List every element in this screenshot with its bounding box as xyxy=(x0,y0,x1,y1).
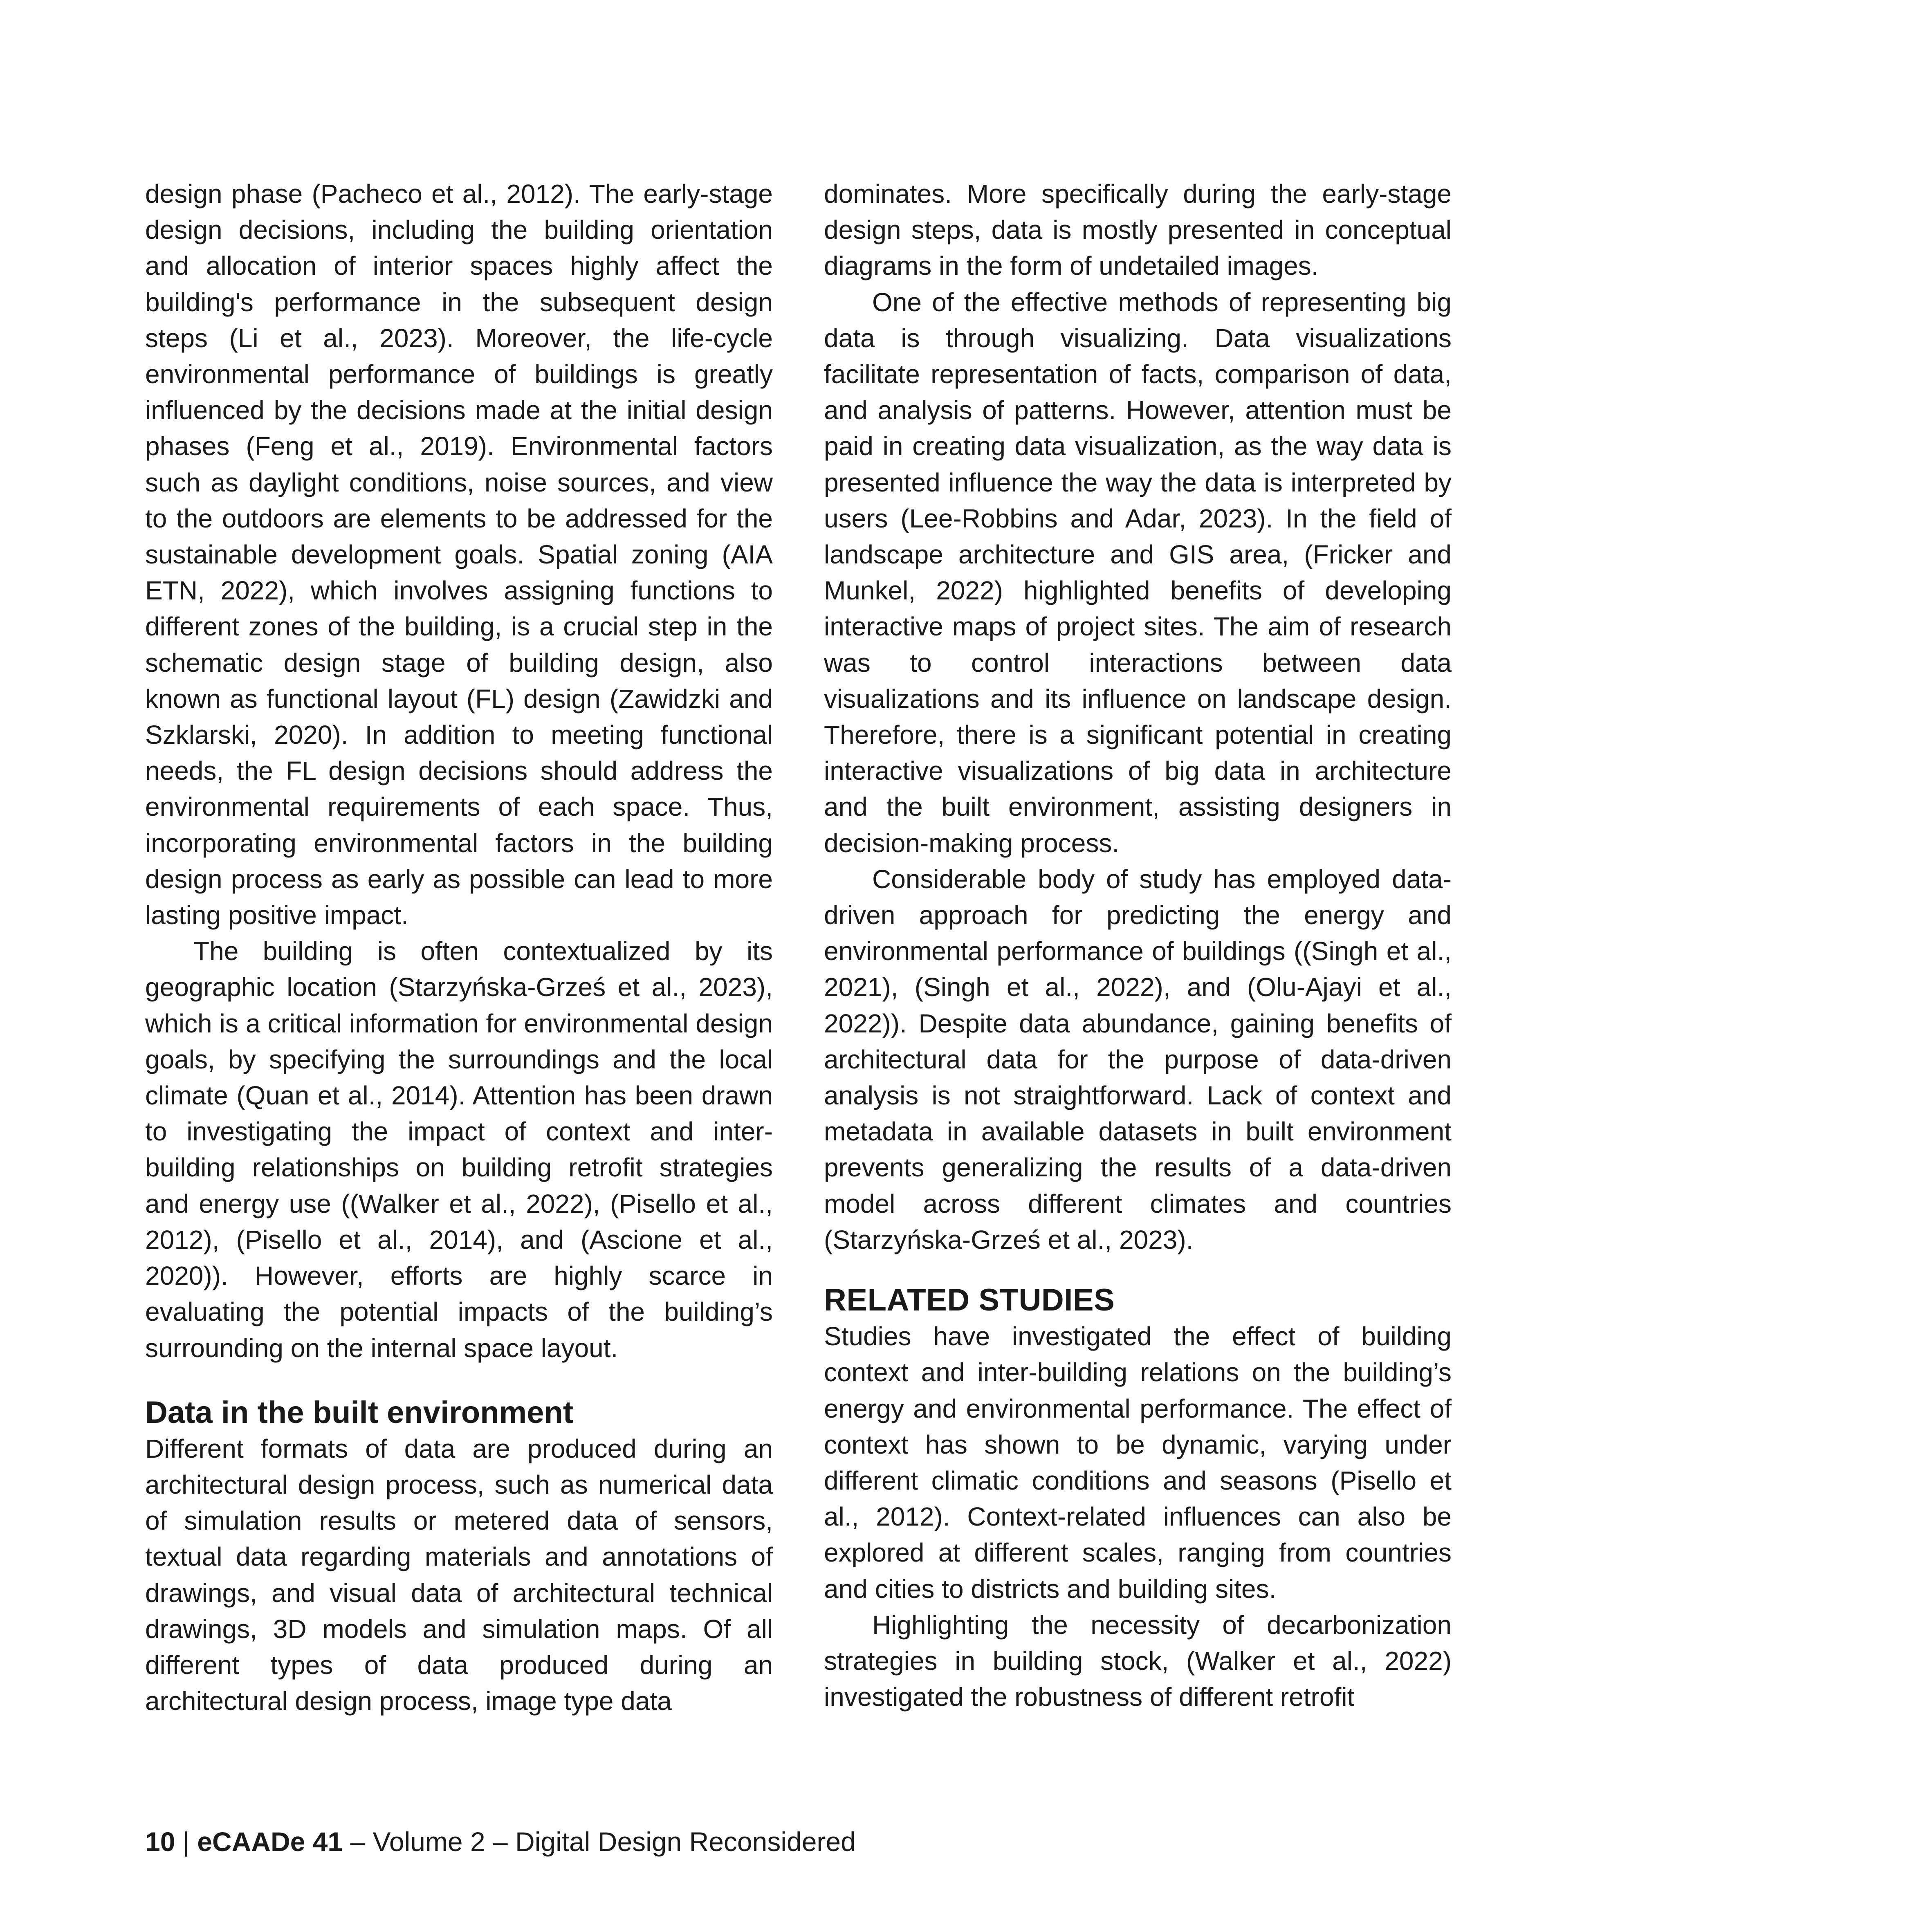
body-paragraph: design phase (Pacheco et al., 2012). The early-stage design decisions, including the building orientation and allocation of interior spaces highly affect the building's performance in the subsequent design steps (Li et al., 2023). Moreover, the life-cycle environmental performance of buildings is greatly influenced by the decisions made at the initial design phases (Feng et al., 2019). Environmental factors such as daylight conditions, noise sources, and view to the outdoors are elements to be addressed for the sustainable development goals. Spatial zoning (AIA ETN, 2022), which involves assigning functions to different zones of the building, is a crucial step in the schematic design stage of building design, also known as functional layout (FL) design (Zawidzki and Szklarski, 2020). In addition to meeting functional needs, the FL design decisions should address the environmental requirements of each space. Thus, incorporating environmental factors in the building design process as early as possible can lead to more lasting positive impact. xyxy=(145,179,773,930)
volume-title: – Volume 2 – Digital Design Reconsidered xyxy=(350,1827,856,1857)
section-heading: RELATED STUDIES xyxy=(824,1283,1115,1318)
left-column xyxy=(145,176,773,1719)
right-column xyxy=(824,176,1452,1715)
body-paragraph: Different formats of data are produced during an architectural design process, such as numerical data of simulation results or metered data of sensors, textual data regarding materials and annotations of drawings, and visual data of architectural technical drawings, 3D models and simulation maps. Of all different types of data produced during an architectural design process, image type data xyxy=(145,1434,773,1716)
body-paragraph: Studies have investigated the effect of building context and inter-building relations on the building’s energy and environmental performance. The effect of context has shown to be dynamic, varying under different climatic conditions and seasons (Pisello et al., 2012). Context-related influences can also be explored at different scales, ranging from countries and cities to districts and building sites. xyxy=(824,1322,1452,1604)
body-paragraph: Highlighting the necessity of decarbonization strategies in building stock, (Walker et al., 2022) investigated the robustness of different retrofit xyxy=(824,1610,1452,1712)
body-paragraph: The building is often contextualized by its geographic location (Starzyńska-Grześ et al., 2023), which is a critical information for environmental design goals, by specifying the surroundings and the local climate (Quan et al., 2014). Attention has been drawn to investigating the impact of context and inter-building relationships on building retrofit strategies and energy use ((Walker et al., 2022), (Pisello et al., 2012), (Pisello et al., 2014), and (Ascione et al., 2020)). However, efforts are highly scarce in evaluating the potential impacts of the building’s surrounding on the internal space layout. xyxy=(145,936,773,1363)
page-footer xyxy=(145,1824,856,1860)
page-number: 10 xyxy=(145,1827,175,1857)
conference-name: eCAADe 41 xyxy=(197,1827,343,1857)
body-paragraph: Considerable body of study has employed data-driven approach for predicting the energy and environmental performance of buildings ((Singh et al., 2021), (Singh et al., 2022), and (Olu-Ajayi et al., 2022)). Despite data abundance, gaining benefits of architectural data for the purpose of data-driven analysis is not straightforward. Lack of context and metadata in available datasets in built environment prevents generalizing the results of a data-driven model across different climates and countries (Starzyńska-Grześ et al., 2023). xyxy=(824,864,1452,1254)
footer-separator: | xyxy=(182,1827,190,1857)
body-paragraph: One of the effective methods of representing big data is through visualizing. Data visualizations facilitate representation of facts, comparison of data, and analysis of patterns. However, attention must be paid in creating data visualization, as the way data is presented influence the way the data is interpreted by users (Lee-Robbins and Adar, 2023). In the field of landscape architecture and GIS area, (Fricker and Munkel, 2022) highlighted benefits of developing interactive maps of project sites. The aim of research was to control interactions between data visualizations and its influence on landscape design. Therefore, there is a significant potential in creating interactive visualizations of big data in architecture and the built environment, assisting designers in decision-making process. xyxy=(824,287,1452,858)
body-paragraph: dominates. More specifically during the early-stage design steps, data is mostly presented in conceptual diagrams in the form of undetailed images. xyxy=(824,179,1452,281)
section-subheading: Data in the built environment xyxy=(145,1395,574,1430)
